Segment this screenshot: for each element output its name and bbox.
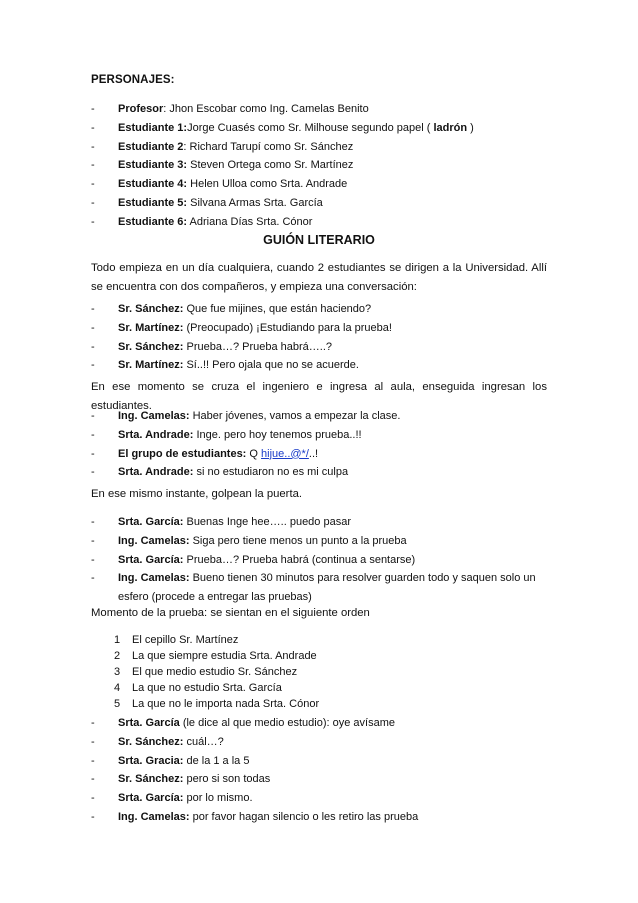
- narration-paragraph: En ese momento se cruza el ingeniero e ingresa al aula, enseguida ingresan los estudiantes.: [91, 381, 547, 412]
- dialog-list-2: [91, 407, 554, 482]
- list-item: - Profesor: Jhon Escobar como Ing. Camelas Benito: [91, 103, 369, 115]
- personajes-list: [91, 100, 554, 232]
- list-item: - Estudiante 4: Helen Ulloa como Srta. Andrade: [91, 178, 348, 191]
- narration-paragraph: Momento de la prueba: se sientan en el siguiente orden: [91, 607, 370, 619]
- list-item: - El grupo de estudiantes: Q hijue..@*/..!: [91, 447, 319, 460]
- document-title: GUIÓN LITERARIO: [263, 233, 375, 247]
- list-item: - Estudiante 6: Adriana Días Srta. Cónor: [91, 215, 313, 228]
- list-item: - Sr. Sánchez: Que fue mijines, que están haciendo?: [91, 303, 372, 315]
- list-item: - Ing. Camelas: por favor hagan silencio o les retiro las prueba: [91, 810, 419, 823]
- personajes-heading: PERSONAJES:: [91, 74, 175, 86]
- list-item: - Estudiante 2: Richard Tarupí como Sr. Sánchez: [91, 140, 354, 153]
- list-item: - Estudiante 3: Steven Ortega como Sr. Martínez: [91, 159, 354, 172]
- list-item: - Srta. García: Buenas Inge hee….. puedo pasar: [91, 516, 351, 528]
- list-item: - Srta. Andrade: Inge. pero hoy tenemos prueba..!!: [91, 428, 362, 441]
- list-item: - Srta. García (le dice al que medio estudio): oye avísame: [91, 717, 395, 729]
- list-item: - Sr. Martínez: Sí..!! Pero ojala que no se acuerde.: [91, 359, 359, 372]
- list-item: 3 El que medio estudio Sr. Sánchez: [114, 666, 298, 678]
- list-item: - Ing. Camelas: Siga pero tiene menos un punto a la prueba: [91, 534, 407, 547]
- list-item: - Sr. Sánchez: pero si son todas: [91, 773, 271, 786]
- list-item: - Sr. Sánchez: Prueba…? Prueba habrá…..?: [91, 340, 333, 353]
- dialog-list-1: [91, 300, 554, 375]
- seating-order-list: [114, 632, 414, 712]
- list-item: - Ing. Camelas: Bueno tienen 30 minutos para resolver guarden todo y saquen solo un esfero (procede a entregar las pruebas): [91, 572, 536, 604]
- dialog-list-3: [91, 513, 554, 607]
- list-item: - Srta. García: por lo mismo.: [91, 792, 253, 805]
- intro-paragraph: Todo empieza en un día cualquiera, cuando 2 estudiantes se dirigen a la Universidad. Allí se encuentra con dos compañeros, y empieza una conversación:: [91, 262, 547, 293]
- list-item: - Sr. Martínez: (Preocupado) ¡Estudiando para la prueba!: [91, 321, 392, 334]
- list-item: - Sr. Sánchez: cuál…?: [91, 735, 224, 748]
- list-item: - Ing. Camelas: Haber jóvenes, vamos a empezar la clase.: [91, 410, 401, 422]
- list-item: - Estudiante 1:Jorge Cuasés como Sr. Milhouse segundo papel ( ladrón ): [91, 121, 474, 134]
- profanity-link[interactable]: hijue..@*/: [261, 447, 309, 460]
- list-item: 5 La que no le importa nada Srta. Cónor: [114, 698, 320, 710]
- list-item: - Srta. García: Prueba…? Prueba habrá (continua a sentarse): [91, 553, 416, 566]
- narration-paragraph: En ese mismo instante, golpean la puerta.: [91, 488, 303, 500]
- list-item: 1 El cepillo Sr. Martínez: [114, 634, 239, 646]
- list-item: - Srta. Andrade: si no estudiaron no es mi culpa: [91, 466, 349, 479]
- list-item: - Estudiante 5: Silvana Armas Srta. García: [91, 196, 323, 209]
- list-item: 4 La que no estudio Srta. García: [114, 682, 282, 694]
- list-item: - Srta. Gracia: de la 1 a la 5: [91, 754, 250, 767]
- list-item: 2 La que siempre estudia Srta. Andrade: [114, 650, 317, 662]
- dialog-list-4: [91, 714, 554, 827]
